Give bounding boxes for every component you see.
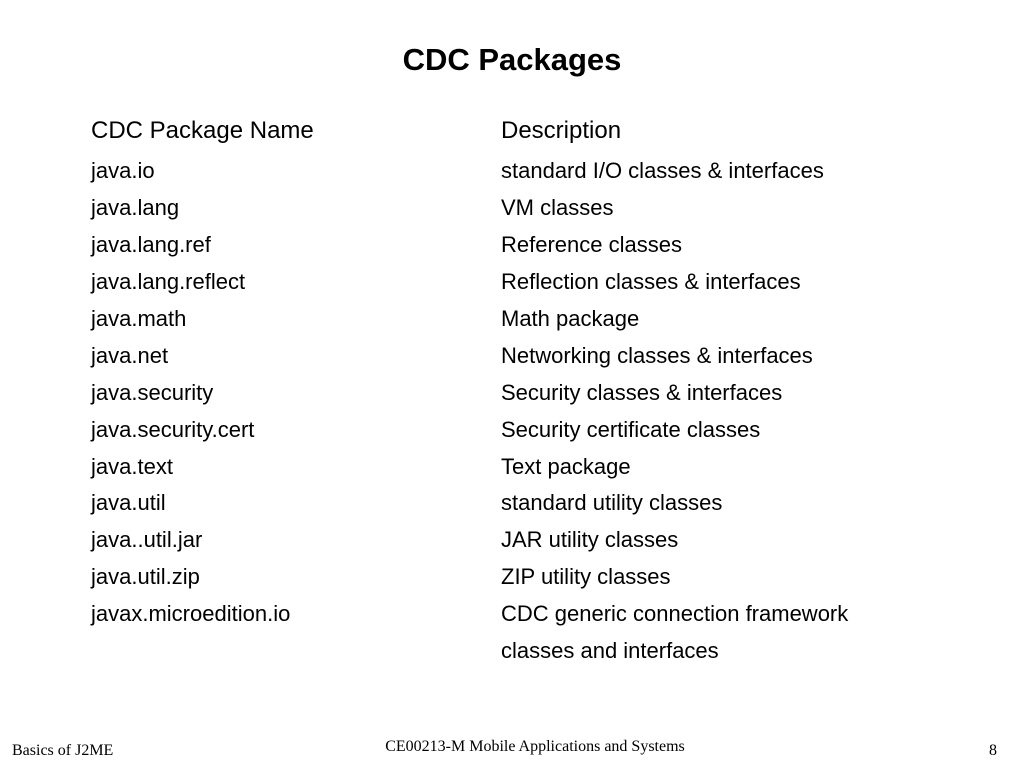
package-name: java..util.jar [91, 527, 203, 553]
table-row [91, 448, 951, 485]
package-description: Security classes & interfaces [501, 379, 783, 405]
package-name: java.lang.reflect [91, 269, 246, 295]
footer-course-title: CE00213-M Mobile Applications and Systems [385, 738, 685, 755]
package-description: classes and interfaces [501, 638, 719, 664]
header-description: Description [501, 117, 622, 144]
table-row [91, 190, 951, 227]
table-header-row [91, 115, 951, 147]
package-description: standard utility classes [501, 490, 723, 516]
table-row [91, 153, 951, 190]
table-row [91, 337, 951, 374]
package-description: Security certificate classes [501, 416, 761, 442]
table-header [91, 115, 951, 147]
slide-title: CDC Packages [402, 42, 622, 77]
table-row [91, 227, 951, 264]
package-table [91, 153, 951, 669]
footer-page-number: 8 [989, 742, 997, 759]
package-name: java.io [91, 158, 155, 184]
table-row [91, 411, 951, 448]
package-name: java.math [91, 306, 187, 331]
package-name: java.security.cert [91, 416, 255, 442]
table-row [91, 301, 951, 338]
header-package-name: CDC Package Name [91, 117, 314, 144]
table-row [91, 522, 951, 559]
package-name: java.util [91, 490, 166, 516]
package-description: VM classes [501, 195, 614, 221]
package-name: java.lang [91, 195, 180, 221]
package-name: javax.microedition.io [91, 601, 291, 627]
package-description: Text package [501, 453, 631, 479]
package-name: java.net [91, 342, 169, 368]
table-row [91, 374, 951, 411]
footer-course-topic: Basics of J2ME [12, 742, 114, 759]
table-row [91, 596, 951, 633]
table-row [91, 633, 951, 670]
package-description: Reflection classes & interfaces [501, 269, 801, 295]
package-name: java.lang.ref [91, 232, 211, 258]
package-description: Math package [501, 306, 640, 331]
package-description: ZIP utility classes [501, 564, 671, 590]
table-row [91, 264, 951, 301]
package-description: Networking classes & interfaces [501, 342, 813, 368]
package-description: Reference classes [501, 232, 682, 258]
table-row [91, 559, 951, 596]
package-description: JAR utility classes [501, 527, 679, 553]
package-name: java.util.zip [91, 564, 200, 590]
package-description: CDC generic connection framework [501, 601, 849, 627]
table-row [91, 485, 951, 522]
package-description: standard I/O classes & interfaces [501, 158, 824, 184]
package-name: java.security [91, 379, 214, 405]
slide-footer [0, 738, 1024, 766]
package-name: java.text [91, 453, 173, 479]
